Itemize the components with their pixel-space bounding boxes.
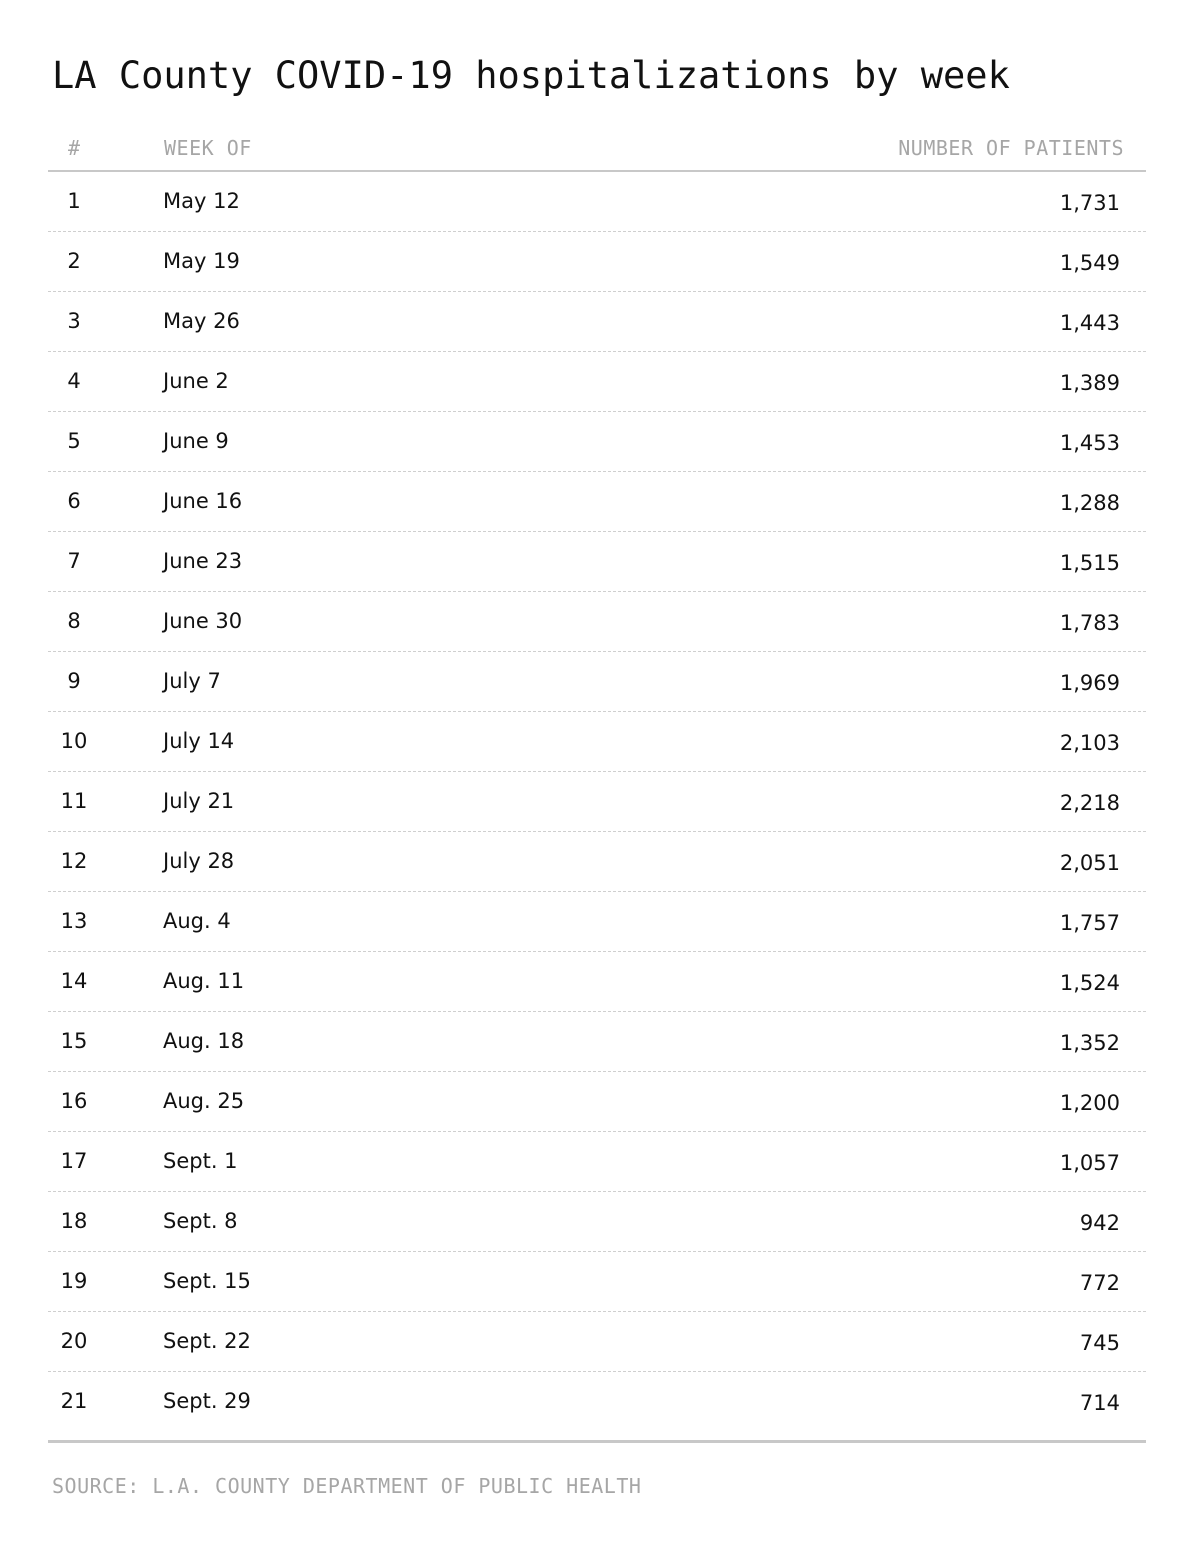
row-index: 21: [60, 1389, 88, 1413]
table-row: [48, 772, 1146, 832]
row-index: 3: [67, 309, 81, 333]
row-week: May 19: [163, 249, 240, 273]
row-week: Sept. 15: [163, 1269, 251, 1293]
table-row: [48, 1372, 1146, 1443]
row-week: June 23: [163, 549, 243, 573]
row-index: 18: [60, 1209, 88, 1233]
row-patients: 1,757: [1059, 911, 1120, 935]
row-index: 20: [60, 1329, 88, 1353]
row-patients: 1,524: [1059, 971, 1120, 995]
table-row: [48, 1192, 1146, 1252]
row-patients: 1,352: [1059, 1031, 1120, 1055]
row-patients: 1,969: [1059, 671, 1120, 695]
row-week: July 14: [163, 729, 235, 753]
row-patients: 1,731: [1059, 191, 1120, 215]
row-index: 7: [67, 549, 81, 573]
row-week: Aug. 11: [163, 969, 245, 993]
table-row: [48, 832, 1146, 892]
row-week: July 28: [163, 849, 235, 873]
row-week: July 7: [163, 669, 221, 693]
table-row: [48, 592, 1146, 652]
row-week: May 26: [163, 309, 240, 333]
row-patients: 1,200: [1059, 1091, 1120, 1115]
column-header-week: WEEK OF: [164, 136, 252, 160]
row-week: July 21: [163, 789, 235, 813]
table-row: [48, 472, 1146, 532]
row-week: May 12: [163, 189, 240, 213]
row-patients: 1,549: [1059, 251, 1120, 275]
row-patients: 772: [1079, 1271, 1120, 1295]
row-index: 6: [67, 489, 81, 513]
hospitalizations-table: [48, 126, 1146, 1443]
row-patients: 2,051: [1059, 851, 1120, 875]
row-index: 10: [60, 729, 88, 753]
row-week: June 16: [163, 489, 243, 513]
table-row: [48, 892, 1146, 952]
row-week: June 2: [163, 369, 229, 393]
source-note: SOURCE: L.A. COUNTY DEPARTMENT OF PUBLIC HEALTH: [52, 1474, 642, 1498]
row-patients: 1,389: [1059, 371, 1120, 395]
row-patients: 2,218: [1059, 791, 1120, 815]
row-index: 4: [67, 369, 81, 393]
table-row: [48, 232, 1146, 292]
row-week: Aug. 25: [163, 1089, 245, 1113]
table-row: [48, 1132, 1146, 1192]
chart-title: LA County COVID-19 hospitalizations by week: [52, 54, 1010, 97]
row-index: 12: [60, 849, 88, 873]
table-row: [48, 1012, 1146, 1072]
table-row: [48, 412, 1146, 472]
row-patients: 1,515: [1059, 551, 1120, 575]
row-patients: 942: [1079, 1211, 1120, 1235]
table-row: [48, 652, 1146, 712]
table-row: [48, 352, 1146, 412]
row-patients: 1,057: [1059, 1151, 1120, 1175]
row-patients: 1,453: [1059, 431, 1120, 455]
row-index: 2: [67, 249, 81, 273]
row-patients: 2,103: [1059, 731, 1120, 755]
row-index: 11: [60, 789, 88, 813]
row-patients: 714: [1079, 1391, 1120, 1415]
row-index: 8: [67, 609, 81, 633]
column-header-patients: NUMBER OF PATIENTS: [898, 136, 1124, 160]
row-week: Sept. 8: [163, 1209, 238, 1233]
table-row: [48, 532, 1146, 592]
table-row: [48, 712, 1146, 772]
row-patients: 1,443: [1059, 311, 1120, 335]
row-index: 16: [60, 1089, 88, 1113]
table-row: [48, 1252, 1146, 1312]
row-index: 5: [67, 429, 81, 453]
table-row: [48, 292, 1146, 352]
table-header: [48, 126, 1146, 172]
row-patients: 745: [1079, 1331, 1120, 1355]
row-index: 1: [67, 189, 81, 213]
row-week: Sept. 1: [163, 1149, 238, 1173]
table-row: [48, 172, 1146, 232]
row-week: Sept. 29: [163, 1389, 251, 1413]
row-week: June 30: [163, 609, 243, 633]
column-header-index: #: [68, 136, 81, 160]
table-row: [48, 1312, 1146, 1372]
row-index: 9: [67, 669, 81, 693]
row-index: 17: [60, 1149, 88, 1173]
table-row: [48, 1072, 1146, 1132]
row-index: 14: [60, 969, 88, 993]
row-index: 15: [60, 1029, 88, 1053]
table-body: [48, 172, 1146, 1443]
row-patients: 1,288: [1059, 491, 1120, 515]
row-week: June 9: [163, 429, 229, 453]
row-week: Sept. 22: [163, 1329, 251, 1353]
row-patients: 1,783: [1059, 611, 1120, 635]
row-week: Aug. 18: [163, 1029, 245, 1053]
row-week: Aug. 4: [163, 909, 231, 933]
row-index: 19: [60, 1269, 88, 1293]
row-index: 13: [60, 909, 88, 933]
table-row: [48, 952, 1146, 1012]
